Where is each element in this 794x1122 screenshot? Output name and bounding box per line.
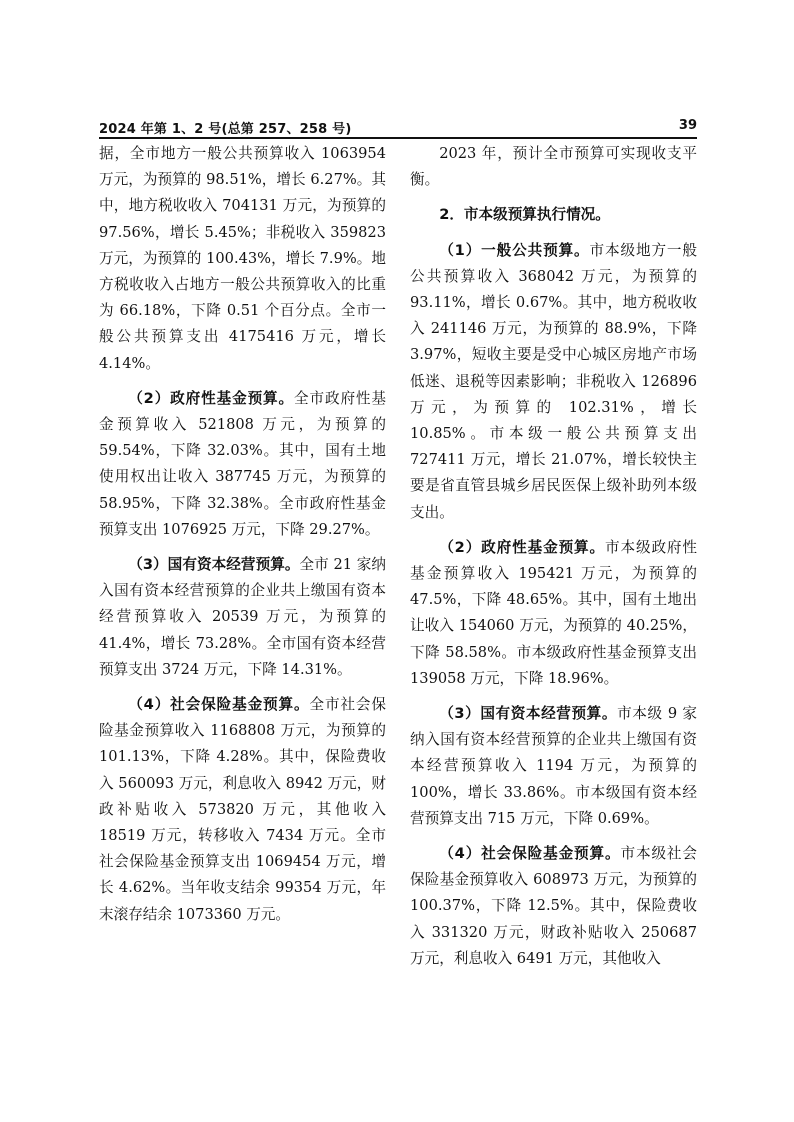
- paragraph-heading: （4）社会保险基金预算。: [128, 696, 310, 714]
- paragraph-government-fund: [410, 535, 697, 692]
- paragraph-text: 市本级地方一般公共预算收入 368042 万元，为预算的 93.11%，增长 0.67%。其中，地方税收收入 241146 万元，为预算的 88.9%，下降 3.97%，短收主要是受中心城区房地产市场低迷、退税等因素影响；非税收入 126896 万元，为预算的 102.31%，增长 10.85%。市本级一般公共预算支出 727411 万元，增长 21.07%，增长较快主要是省直管县城乡居民医保上级补助列本级支出。: [410, 241, 697, 521]
- paragraph-heading: （2）政府性基金预算。: [128, 389, 295, 407]
- paragraph-text: 2023 年，预计全市预算可实现收支平衡。: [410, 145, 697, 189]
- paragraph-text: 市本级政府性基金预算收入 195421 万元，为预算的 47.5%，下降 48.65%。其中，国有土地出让收入 154060 万元，为预算的 40.25%，下降 58.58%。市本级政府性基金预算支出 139058 万元，下降 18.96%。: [410, 538, 697, 687]
- issue-label: 2024 年第 1、2 号(总第 257、258 号): [99, 122, 352, 137]
- paragraph-text: 全市社会保险基金预算收入 1168808 万元，为预算的 101.13%，下降 4.28%。其中，保险费收入 560093 万元，利息收入 8942 万元，财政补贴收入 573820 万元，其他收入 18519 万元，转移收入 7434 万元。全市社会保险基金预算支出 1069454 万元，增长 4.62%。当年收支结余 99354 万元，年末滚存结余 1073360 万元。: [99, 696, 386, 923]
- paragraph-heading: （1）一般公共预算。: [439, 241, 590, 259]
- paragraph-heading: （4）社会保险基金预算。: [439, 845, 621, 863]
- right-column: [410, 141, 697, 981]
- header-rule: [99, 137, 697, 139]
- paragraph-heading: （3）国有资本经营预算。: [439, 705, 618, 723]
- paragraph-social-insurance: [410, 841, 697, 972]
- left-column: [99, 141, 386, 937]
- paragraph-balance: [410, 141, 697, 193]
- paragraph-text: 据，全市地方一般公共预算收入 1063954 万元，为预算的 98.51%，增长 6.27%。其中，地方税收收入 704131 万元，为预算的 97.56%，增长 5.45%；非税收入 359823 万元，为预算的 100.43%，增长 7.9%。地方税收收入占地方一般公共预算收入的比重为 66.18%，下降 0.51 个百分点。全市一般公共预算支出 4175416 万元，增长 4.14%。: [99, 145, 386, 372]
- paragraph-state-capital: [410, 701, 697, 832]
- paragraph-text: 全市 21 家纳入国有资本经营预算的企业共上缴国有资本经营预算收入 20539 万元，为预算的 41.4%，增长 73.28%。全市国有资本经营预算支出 3724 万元，下降 14.31%。: [99, 556, 387, 678]
- paragraph-heading: （3）国有资本经营预算。: [128, 556, 300, 574]
- page-number: 39: [678, 118, 697, 133]
- paragraph-government-fund: [99, 386, 386, 543]
- paragraph-heading: （2）政府性基金预算。: [439, 538, 606, 556]
- paragraph-continuation: [99, 141, 386, 377]
- section-title: 2．市本级预算执行情况。: [439, 206, 610, 224]
- section-heading: [410, 202, 697, 228]
- paragraph-text: 市本级社会保险基金预算收入 608973 万元，为预算的 100.37%，下降 12.5%。其中，保险费收入 331320 万元，财政补贴收入 250687 万元，利息收入 6491 万元，其他收入: [410, 845, 697, 967]
- paragraph-text: 全市政府性基金预算收入 521808 万元，为预算的 59.54%，下降 32.03%。其中，国有土地使用权出让收入 387745 万元，为预算的 58.95%，下降 32.38%。全市政府性基金预算支出 1076925 万元，下降 29.27%。: [99, 389, 386, 538]
- paragraph-text: 市本级 9 家纳入国有资本经营预算的企业共上缴国有资本经营预算收入 1194 万元，为预算的 100%，增长 33.86%。市本级国有资本经营预算支出 715 万元，下降 0.69%。: [410, 705, 697, 827]
- paragraph-social-insurance: [99, 692, 386, 928]
- paragraph-general-public: [410, 238, 697, 526]
- paragraph-state-capital: [99, 552, 386, 683]
